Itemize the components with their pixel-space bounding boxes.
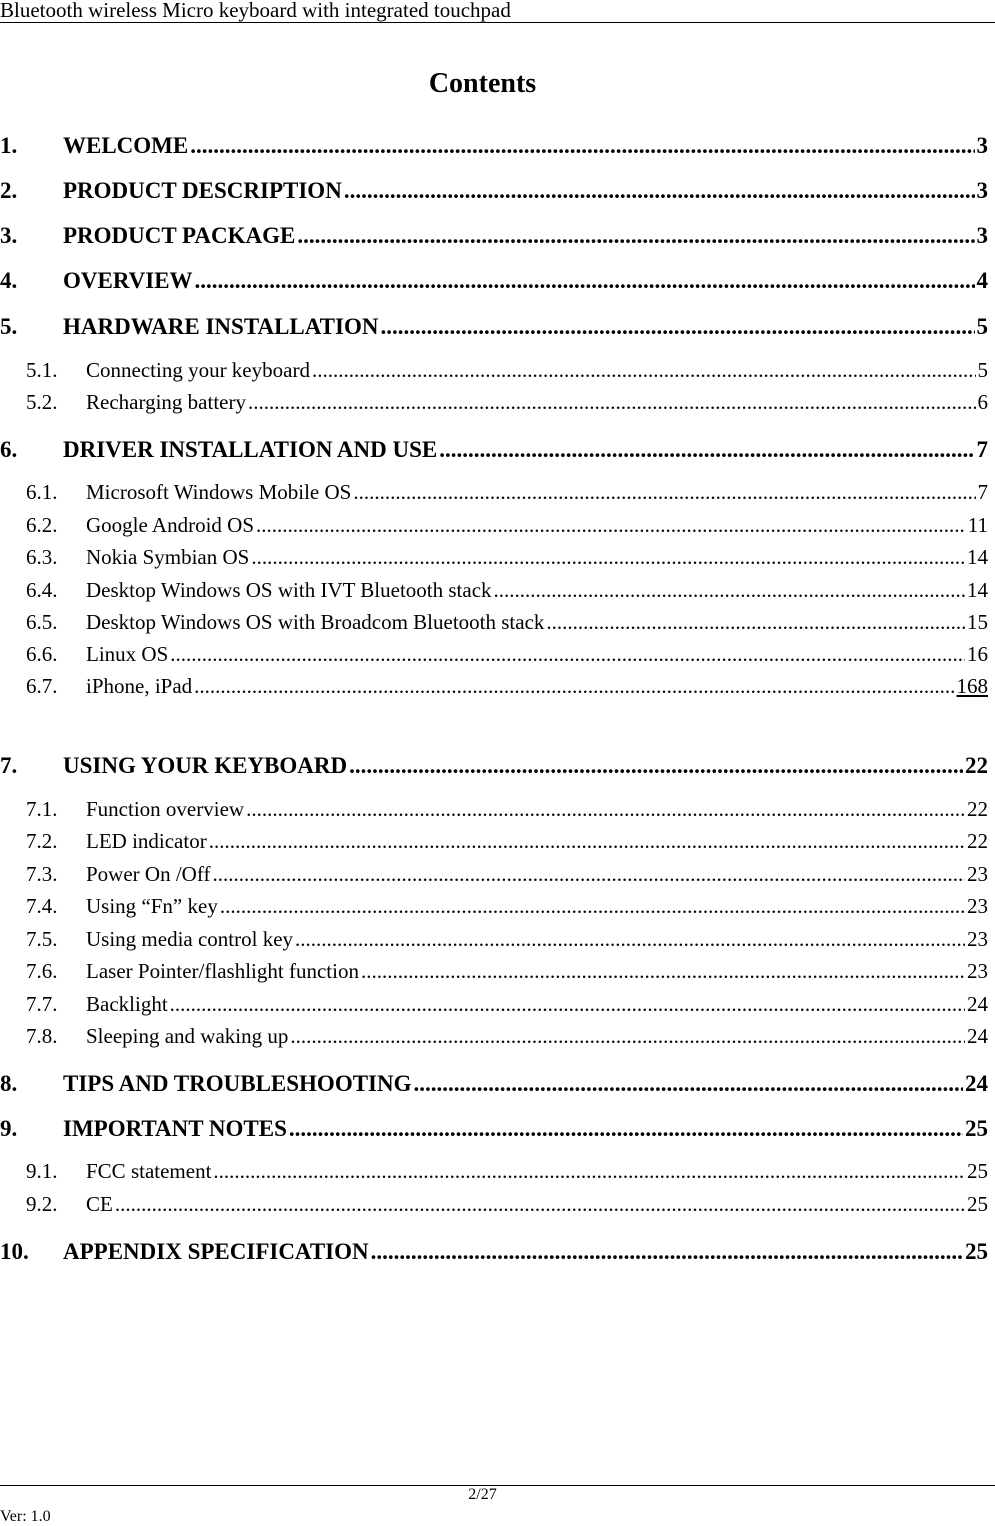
toc-entry-number: 2. bbox=[0, 178, 18, 203]
toc-entry-title: Laser Pointer/flashlight function bbox=[86, 959, 359, 983]
toc-entry-number: 7.2. bbox=[26, 829, 58, 853]
toc-entry-number: 3. bbox=[0, 223, 18, 248]
toc-entry-page: 22 bbox=[967, 829, 988, 853]
toc-entry-title: Recharging battery bbox=[86, 390, 246, 414]
toc-entry-number: 5.1. bbox=[26, 358, 58, 382]
toc-dot-leader bbox=[312, 358, 976, 383]
toc-entry-title: iPhone, iPad bbox=[86, 674, 193, 698]
toc-entry-number: 6. bbox=[0, 437, 18, 462]
toc-dot-leader bbox=[212, 862, 965, 887]
toc-entry-page: 14 bbox=[967, 578, 988, 602]
toc-entry-number: 7.8. bbox=[26, 1024, 58, 1048]
toc-entry-page: 25 bbox=[965, 1239, 988, 1264]
toc-dot-leader bbox=[170, 642, 965, 667]
toc-entry-page: 25 bbox=[965, 1116, 988, 1141]
document-title: Bluetooth wireless Micro keyboard with integrated touchpad bbox=[0, 0, 511, 22]
toc-entry[interactable] bbox=[0, 133, 988, 159]
toc-entry-page: 7 bbox=[977, 480, 988, 504]
toc-entry-number: 6.5. bbox=[26, 610, 58, 634]
toc-dot-leader bbox=[248, 390, 976, 415]
toc-entry[interactable] bbox=[26, 610, 988, 635]
toc-entry-page: 22 bbox=[967, 797, 988, 821]
toc-dot-leader bbox=[439, 437, 974, 463]
toc-entry[interactable] bbox=[0, 223, 988, 249]
toc-entry-page: 11 bbox=[967, 513, 988, 537]
toc-entry[interactable] bbox=[26, 959, 988, 984]
toc-dot-leader bbox=[380, 314, 974, 340]
toc-entry-page: 14 bbox=[967, 545, 988, 569]
toc-dot-leader bbox=[213, 1159, 965, 1184]
toc-entry[interactable] bbox=[26, 927, 988, 952]
toc-dot-leader bbox=[195, 268, 975, 294]
toc-dot-leader bbox=[289, 1116, 963, 1142]
toc-entry-title: WELCOME bbox=[63, 133, 189, 158]
toc-entry[interactable] bbox=[0, 437, 988, 463]
toc-entry-page: 15 bbox=[967, 610, 988, 634]
toc-entry-number: 6.1. bbox=[26, 480, 58, 504]
toc-dot-leader bbox=[361, 959, 965, 984]
toc-entry-title: TIPS AND TROUBLESHOOTING bbox=[63, 1071, 412, 1096]
toc-entry-title: Backlight bbox=[86, 992, 168, 1016]
toc-entry-page: 24 bbox=[967, 992, 988, 1016]
toc-entry-page: 23 bbox=[967, 894, 988, 918]
toc-entry-number: 6.6. bbox=[26, 642, 58, 666]
toc-entry[interactable] bbox=[0, 268, 988, 294]
toc-entry-page: 168 bbox=[956, 674, 988, 698]
toc-entry-title: LED indicator bbox=[86, 829, 207, 853]
toc-entry-number: 10. bbox=[0, 1239, 29, 1264]
toc-entry[interactable] bbox=[26, 1159, 988, 1184]
toc-entry[interactable] bbox=[0, 178, 988, 204]
toc-entry-number: 9.1. bbox=[26, 1159, 58, 1183]
toc-entry-title: APPENDIX SPECIFICATION bbox=[63, 1239, 369, 1264]
toc-dot-leader bbox=[251, 545, 965, 570]
toc-entry-page: 23 bbox=[967, 959, 988, 983]
toc-entry-title: Connecting your keyboard bbox=[86, 358, 310, 382]
version-label: Ver: 1.0 bbox=[0, 1508, 51, 1525]
toc-entry-title: Using media control key bbox=[86, 927, 294, 951]
toc-entry-page: 22 bbox=[965, 753, 988, 778]
toc-entry-number: 9. bbox=[0, 1116, 18, 1141]
toc-dot-leader bbox=[349, 753, 963, 779]
toc-entry[interactable] bbox=[0, 1071, 988, 1097]
toc-entry-page: 25 bbox=[967, 1192, 988, 1216]
toc-dot-leader bbox=[494, 578, 965, 603]
toc-entry-number: 6.4. bbox=[26, 578, 58, 602]
toc-entry-number: 8. bbox=[0, 1071, 18, 1096]
toc-entry[interactable] bbox=[0, 753, 988, 779]
toc-entry-title: DRIVER INSTALLATION AND USE bbox=[63, 437, 438, 462]
toc-dot-leader bbox=[190, 133, 974, 159]
toc-dot-leader bbox=[371, 1239, 963, 1265]
toc-dot-leader bbox=[297, 223, 974, 249]
toc-entry-title: Sleeping and waking up bbox=[86, 1024, 289, 1048]
toc-dot-leader bbox=[209, 829, 965, 854]
toc-entry[interactable] bbox=[26, 578, 988, 603]
toc-entry-number: 7.3. bbox=[26, 862, 58, 886]
toc-entry-title: CE bbox=[86, 1192, 113, 1216]
toc-entry-number: 7.6. bbox=[26, 959, 58, 983]
toc-entry[interactable] bbox=[26, 545, 988, 570]
toc-entry-page: 24 bbox=[965, 1071, 988, 1096]
toc-dot-leader bbox=[290, 1024, 965, 1049]
toc-entry-title: OVERVIEW bbox=[63, 268, 193, 293]
toc-dot-leader bbox=[170, 992, 965, 1017]
toc-entry[interactable] bbox=[26, 992, 988, 1017]
toc-entry-title: Microsoft Windows Mobile OS bbox=[86, 480, 352, 504]
toc-entry-number: 7.1. bbox=[26, 797, 58, 821]
toc-entry-page: 16 bbox=[967, 642, 988, 666]
toc-entry[interactable] bbox=[26, 480, 988, 505]
toc-entry-number: 7. bbox=[0, 753, 18, 778]
toc-entry-title: USING YOUR KEYBOARD bbox=[63, 753, 348, 778]
toc-entry-page: 3 bbox=[976, 223, 988, 248]
toc-entry-page: 24 bbox=[967, 1024, 988, 1048]
toc-entry[interactable] bbox=[26, 1024, 988, 1049]
toc-entry-page: 6 bbox=[977, 390, 988, 414]
toc-entry-title: Function overview bbox=[86, 797, 245, 821]
toc-entry-title: Linux OS bbox=[86, 642, 169, 666]
toc-dot-leader bbox=[344, 178, 975, 204]
toc-entry-number: 6.7. bbox=[26, 674, 58, 698]
toc-entry[interactable] bbox=[26, 642, 988, 667]
toc-entry-title: Nokia Symbian OS bbox=[86, 545, 250, 569]
toc-entry-number: 7.4. bbox=[26, 894, 58, 918]
toc-entry-number: 7.7. bbox=[26, 992, 58, 1016]
toc-entry-page: 5 bbox=[976, 314, 988, 339]
toc-dot-leader bbox=[246, 797, 965, 822]
toc-dot-leader bbox=[194, 674, 954, 699]
toc-entry-number: 1. bbox=[0, 133, 18, 158]
toc-entry-title: Power On /Off bbox=[86, 862, 211, 886]
toc-entry-number: 9.2. bbox=[26, 1192, 58, 1216]
toc-entry[interactable] bbox=[26, 829, 988, 854]
toc-entry[interactable] bbox=[26, 797, 988, 822]
toc-entry-number: 5. bbox=[0, 314, 18, 339]
toc-entry[interactable] bbox=[26, 1192, 988, 1217]
toc-dot-leader bbox=[546, 610, 965, 635]
toc-entry-number: 4. bbox=[0, 268, 18, 293]
toc-dot-leader bbox=[220, 894, 965, 919]
toc-entry-page: 5 bbox=[977, 358, 988, 382]
toc-entry-title: Google Android OS bbox=[86, 513, 254, 537]
toc-entry-title: Desktop Windows OS with Broadcom Bluetooth stack bbox=[86, 610, 545, 634]
toc-dot-leader bbox=[115, 1192, 965, 1217]
toc-entry-title: HARDWARE INSTALLATION bbox=[63, 314, 379, 339]
page-number: 2/27 bbox=[468, 1486, 497, 1503]
toc-entry-page: 3 bbox=[976, 178, 988, 203]
toc-entry[interactable] bbox=[0, 1116, 988, 1142]
toc-entry[interactable] bbox=[26, 390, 988, 415]
toc-dot-leader bbox=[353, 480, 975, 505]
contents-heading: Contents bbox=[428, 68, 537, 99]
toc-entry-number: 6.3. bbox=[26, 545, 58, 569]
toc-entry[interactable] bbox=[26, 894, 988, 919]
toc-entry-title: PRODUCT PACKAGE bbox=[63, 223, 296, 248]
toc-entry-title: IMPORTANT NOTES bbox=[63, 1116, 287, 1141]
toc-entry[interactable] bbox=[0, 314, 988, 340]
toc-entry[interactable] bbox=[26, 513, 988, 538]
toc-entry-title: FCC statement bbox=[86, 1159, 212, 1183]
toc-dot-leader bbox=[414, 1071, 963, 1097]
page-header bbox=[0, 0, 995, 23]
toc-entry-title: Using “Fn” key bbox=[86, 894, 218, 918]
toc-entry[interactable] bbox=[26, 862, 988, 887]
toc-entry-page: 4 bbox=[976, 268, 988, 293]
toc-entry-number: 7.5. bbox=[26, 927, 58, 951]
toc-entry-number: 5.2. bbox=[26, 390, 58, 414]
toc-entry[interactable] bbox=[0, 1239, 988, 1265]
toc-dot-leader bbox=[295, 927, 965, 952]
toc-entry-page: 25 bbox=[967, 1159, 988, 1183]
toc-entry-title: PRODUCT DESCRIPTION bbox=[63, 178, 342, 203]
toc-dot-leader bbox=[256, 513, 966, 538]
toc-entry[interactable] bbox=[26, 358, 988, 383]
toc-entry-number: 6.2. bbox=[26, 513, 58, 537]
toc-entry-page: 7 bbox=[976, 437, 988, 462]
toc-entry-page: 3 bbox=[976, 133, 988, 158]
toc-entry-page: 23 bbox=[967, 862, 988, 886]
toc-entry-page: 23 bbox=[967, 927, 988, 951]
toc-entry[interactable] bbox=[26, 674, 988, 699]
toc-entry-title: Desktop Windows OS with IVT Bluetooth stack bbox=[86, 578, 492, 602]
